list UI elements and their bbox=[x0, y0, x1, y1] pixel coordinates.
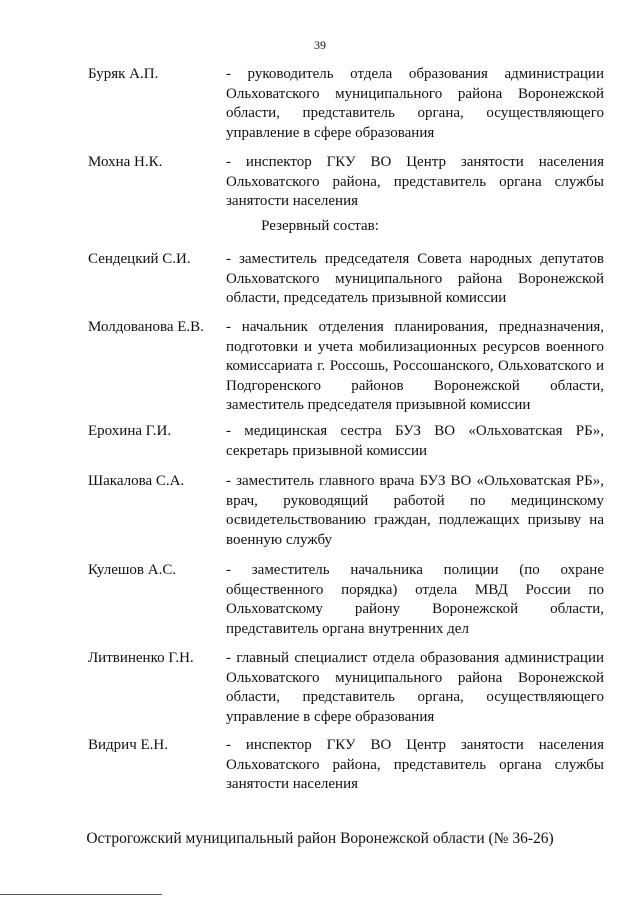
member-description: - начальник отделения планирования, предназначения, подготовки и учета мобилизационных ресурсов военного комиссариата г. Россошь, Россошанского, Ольховатского и Подгоренского районов Воронежской области, заместитель председателя призывной комиссии bbox=[226, 319, 604, 413]
member-description: - заместитель главного врача БУЗ ВО «Ольховатская РБ», врач, руководящий работой по медицинскому освидетельствованию граждан, подлежащих призыву на военную службу bbox=[226, 473, 604, 548]
member-description: - инспектор ГКУ ВО Центр занятости населения Ольховатского района, представитель органа службы занятости населения bbox=[226, 154, 604, 209]
member-name: Сендецкий С.И. bbox=[88, 251, 191, 267]
footer-rule bbox=[0, 894, 162, 895]
member-name: Шакалова С.А. bbox=[88, 473, 185, 489]
member-name: Ерохина Г.И. bbox=[88, 423, 172, 439]
page-footer: Острогожский муниципальный район Воронежской области (№ 36-26) bbox=[86, 830, 554, 847]
member-name: Литвиненко Г.Н. bbox=[88, 650, 194, 666]
member-name: Кулешов А.С. bbox=[88, 562, 177, 578]
member-name: Мохна Н.К. bbox=[88, 154, 163, 170]
member-description: - заместитель начальника полиции (по охране общественного порядка) отдела МВД России по Ольховатскому району Воронежской области, представитель органа внутренних дел bbox=[226, 562, 604, 637]
member-name: Видрич Е.Н. bbox=[88, 737, 168, 753]
page-number: 39 bbox=[314, 38, 326, 52]
member-description: - инспектор ГКУ ВО Центр занятости населения Ольховатского района, представитель органа службы занятости населения bbox=[226, 737, 604, 792]
member-description: - заместитель председателя Совета народных депутатов Ольховатского муниципального района Воронежской области, председатель призывной комиссии bbox=[226, 251, 604, 306]
reserve-heading: Резервный состав: bbox=[261, 218, 379, 234]
member-description: - руководитель отдела образования администрации Ольховатского муниципального района Воронежской области, представитель органа, осуществляющего управление в сфере образования bbox=[226, 66, 604, 141]
member-description: - главный специалист отдела образования администрации Ольховатского муниципального района Воронежской области, представитель органа, осуществляющего управление в сфере образования bbox=[226, 650, 604, 725]
member-description: - медицинская сестра БУЗ ВО «Ольховатская РБ», секретарь призывной комиссии bbox=[226, 423, 604, 459]
member-name: Молдованова Е.В. bbox=[88, 319, 204, 335]
member-name: Буряк А.П. bbox=[88, 66, 159, 82]
